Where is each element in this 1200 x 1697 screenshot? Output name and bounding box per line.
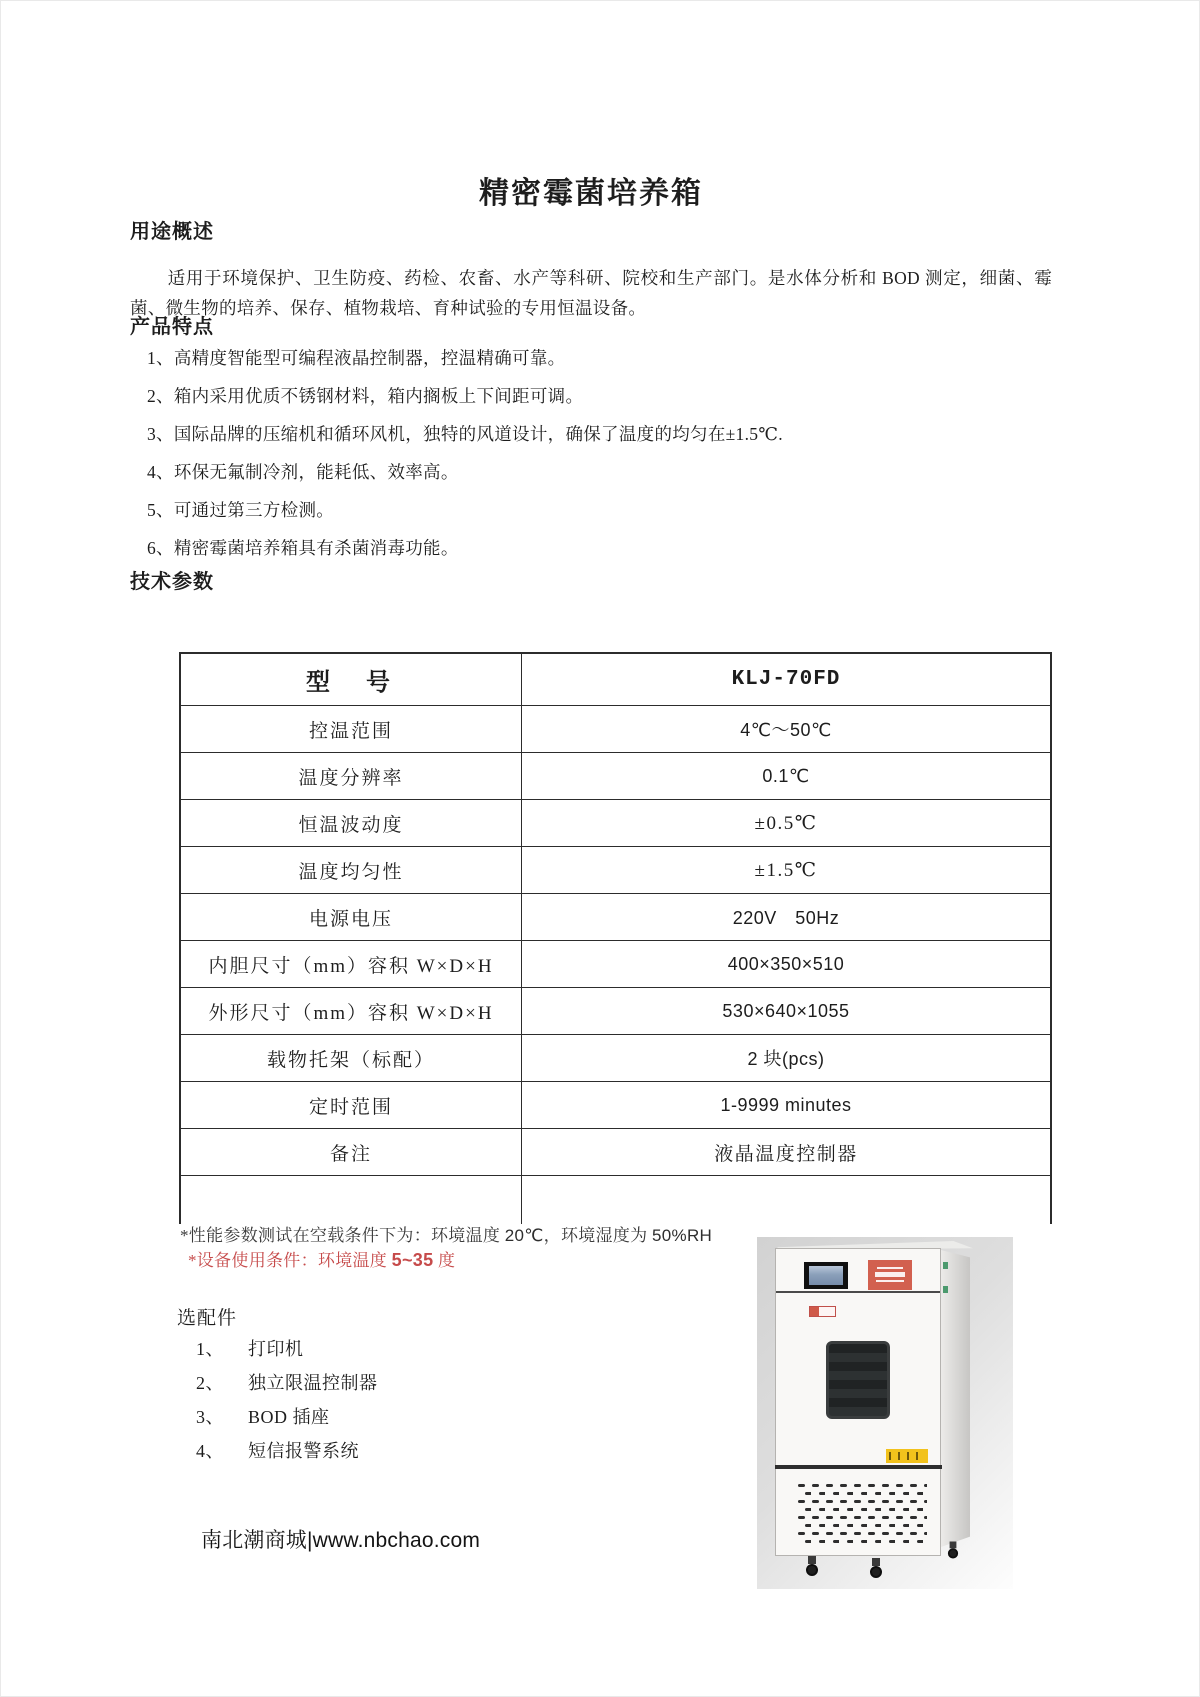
spec-label: 恒温波动度 [181, 800, 522, 846]
feature-item: 5、可通过第三方检测。 [147, 500, 335, 520]
option-label: 打印机 [248, 1339, 304, 1359]
option-label: 短信报警系统 [248, 1441, 359, 1461]
usage-paragraph: 适用于环境保护、卫生防疫、药检、农畜、水产等科研、院校和生产部门。是水体分析和 BOD 测定，细菌、霉菌、微生物的培养、保存、植物栽培、育种试验的专用恒温设备。 [130, 267, 1052, 318]
heading-options: 选配件 [177, 1308, 238, 1329]
spec-row-resolution [179, 753, 1052, 800]
heading-usage-overview: 用途概述 [130, 221, 214, 243]
spec-row-power [179, 894, 1052, 941]
note-performance-text: ，环境湿度为 [543, 1226, 653, 1245]
note-performance-humidity: 50%RH [652, 1226, 713, 1245]
spec-row-shelves [179, 1035, 1052, 1082]
spec-row-inner-size [179, 941, 1052, 988]
features-list [147, 346, 1047, 574]
incubator-side-panel [941, 1250, 970, 1547]
spec-row-outer-size [179, 988, 1052, 1035]
spec-label: 载物托架（标配） [181, 1035, 522, 1081]
door-separator [775, 1465, 942, 1469]
spec-value: ±1.5℃ [754, 859, 818, 881]
spec-value: KLJ-70FD [731, 668, 841, 691]
option-label: 独立限温控制器 [248, 1373, 378, 1393]
spec-row-temp-range [179, 706, 1052, 753]
note-usage-condition [188, 1246, 455, 1271]
option-number: 3、 [196, 1407, 224, 1427]
hinge-icon [943, 1286, 948, 1293]
spec-label-empty [181, 1176, 522, 1224]
note-performance-temp: 20℃ [504, 1226, 544, 1245]
option-number: 1、 [196, 1339, 224, 1359]
warning-label-icon [886, 1449, 928, 1463]
feature-item: 2、箱内采用优质不锈钢材料，箱内搁板上下间距可调。 [147, 386, 584, 406]
spec-value: 1-9999 minutes [720, 1094, 852, 1115]
spec-label: 控温范围 [181, 706, 522, 752]
note-condition-text: *设备使用条件：环境温度 [188, 1251, 392, 1270]
feature-item: 4、环保无氟制冷剂，能耗低、效率高。 [147, 462, 459, 482]
product-photo [757, 1237, 1013, 1589]
lcd-screen [809, 1266, 843, 1285]
note-performance-text: *性能参数测试在空载条件下为：环境温度 [180, 1226, 505, 1245]
page-title: 精密霉菌培养箱 [479, 177, 703, 210]
spec-value: 530×640×1055 [722, 1000, 850, 1021]
spec-row-empty [179, 1176, 1052, 1224]
lcd-display [804, 1262, 848, 1289]
option-number: 2、 [196, 1373, 224, 1393]
heading-product-features: 产品特点 [130, 316, 214, 338]
option-number: 4、 [196, 1441, 224, 1461]
spec-label: 型 号 [181, 654, 522, 705]
footer-site-name: 南北潮商城|www.nbchao.com [201, 1529, 481, 1552]
vent-grille [797, 1481, 927, 1545]
spec-value: 0.1℃ [762, 765, 810, 786]
spec-value: 液晶温度控制器 [714, 1143, 858, 1165]
incubator-front [775, 1248, 941, 1556]
note-performance [180, 1221, 712, 1246]
control-panel [776, 1249, 940, 1293]
options-list [196, 1337, 378, 1473]
heading-technical-parameters: 技术参数 [130, 571, 214, 593]
spec-row-model [179, 654, 1052, 706]
product-label [868, 1260, 912, 1290]
option-item [196, 1337, 378, 1361]
spec-label: 温度分辨率 [181, 753, 522, 799]
note-condition-text: 度 [433, 1251, 456, 1270]
feature-item: 3、国际品牌的压缩机和循环风机，独特的风道设计，确保了温度的均匀在±1.5℃. [147, 424, 783, 444]
door-window [826, 1341, 890, 1419]
option-label: BOD 插座 [248, 1407, 330, 1427]
spec-row-timer [179, 1082, 1052, 1129]
option-item [196, 1371, 378, 1395]
spec-label: 定时范围 [181, 1082, 522, 1128]
spec-label: 外形尺寸（mm）容积 W×D×H [181, 988, 522, 1034]
brand-badge-icon [809, 1306, 836, 1317]
option-item [196, 1405, 378, 1429]
feature-item: 1、高精度智能型可编程液晶控制器，控温精确可靠。 [147, 348, 566, 368]
hinge-icon [943, 1262, 948, 1269]
feature-item: 6、精密霉菌培养箱具有杀菌消毒功能。 [147, 538, 459, 558]
caster-wheel [947, 1542, 959, 1559]
spec-table [179, 652, 1052, 1224]
spec-label: 温度均匀性 [181, 847, 522, 893]
spec-value: ±0.5℃ [754, 812, 818, 834]
spec-row-fluctuation [179, 800, 1052, 847]
caster-wheel [805, 1556, 819, 1576]
spec-value: 4℃～50℃ [740, 720, 832, 740]
spec-value: 2 块(pcs) [747, 1049, 825, 1069]
spec-label: 电源电压 [181, 894, 522, 940]
option-item [196, 1439, 378, 1463]
spec-row-uniformity [179, 847, 1052, 894]
spec-label: 内胆尺寸（mm）容积 W×D×H [181, 941, 522, 987]
caster-wheel [869, 1558, 883, 1578]
spec-row-remark [179, 1129, 1052, 1176]
note-condition-range: 5~35 [391, 1250, 434, 1270]
spec-value: 400×350×510 [727, 953, 845, 974]
spec-label: 备注 [181, 1129, 522, 1175]
spec-value: 220V 50Hz [732, 908, 840, 928]
